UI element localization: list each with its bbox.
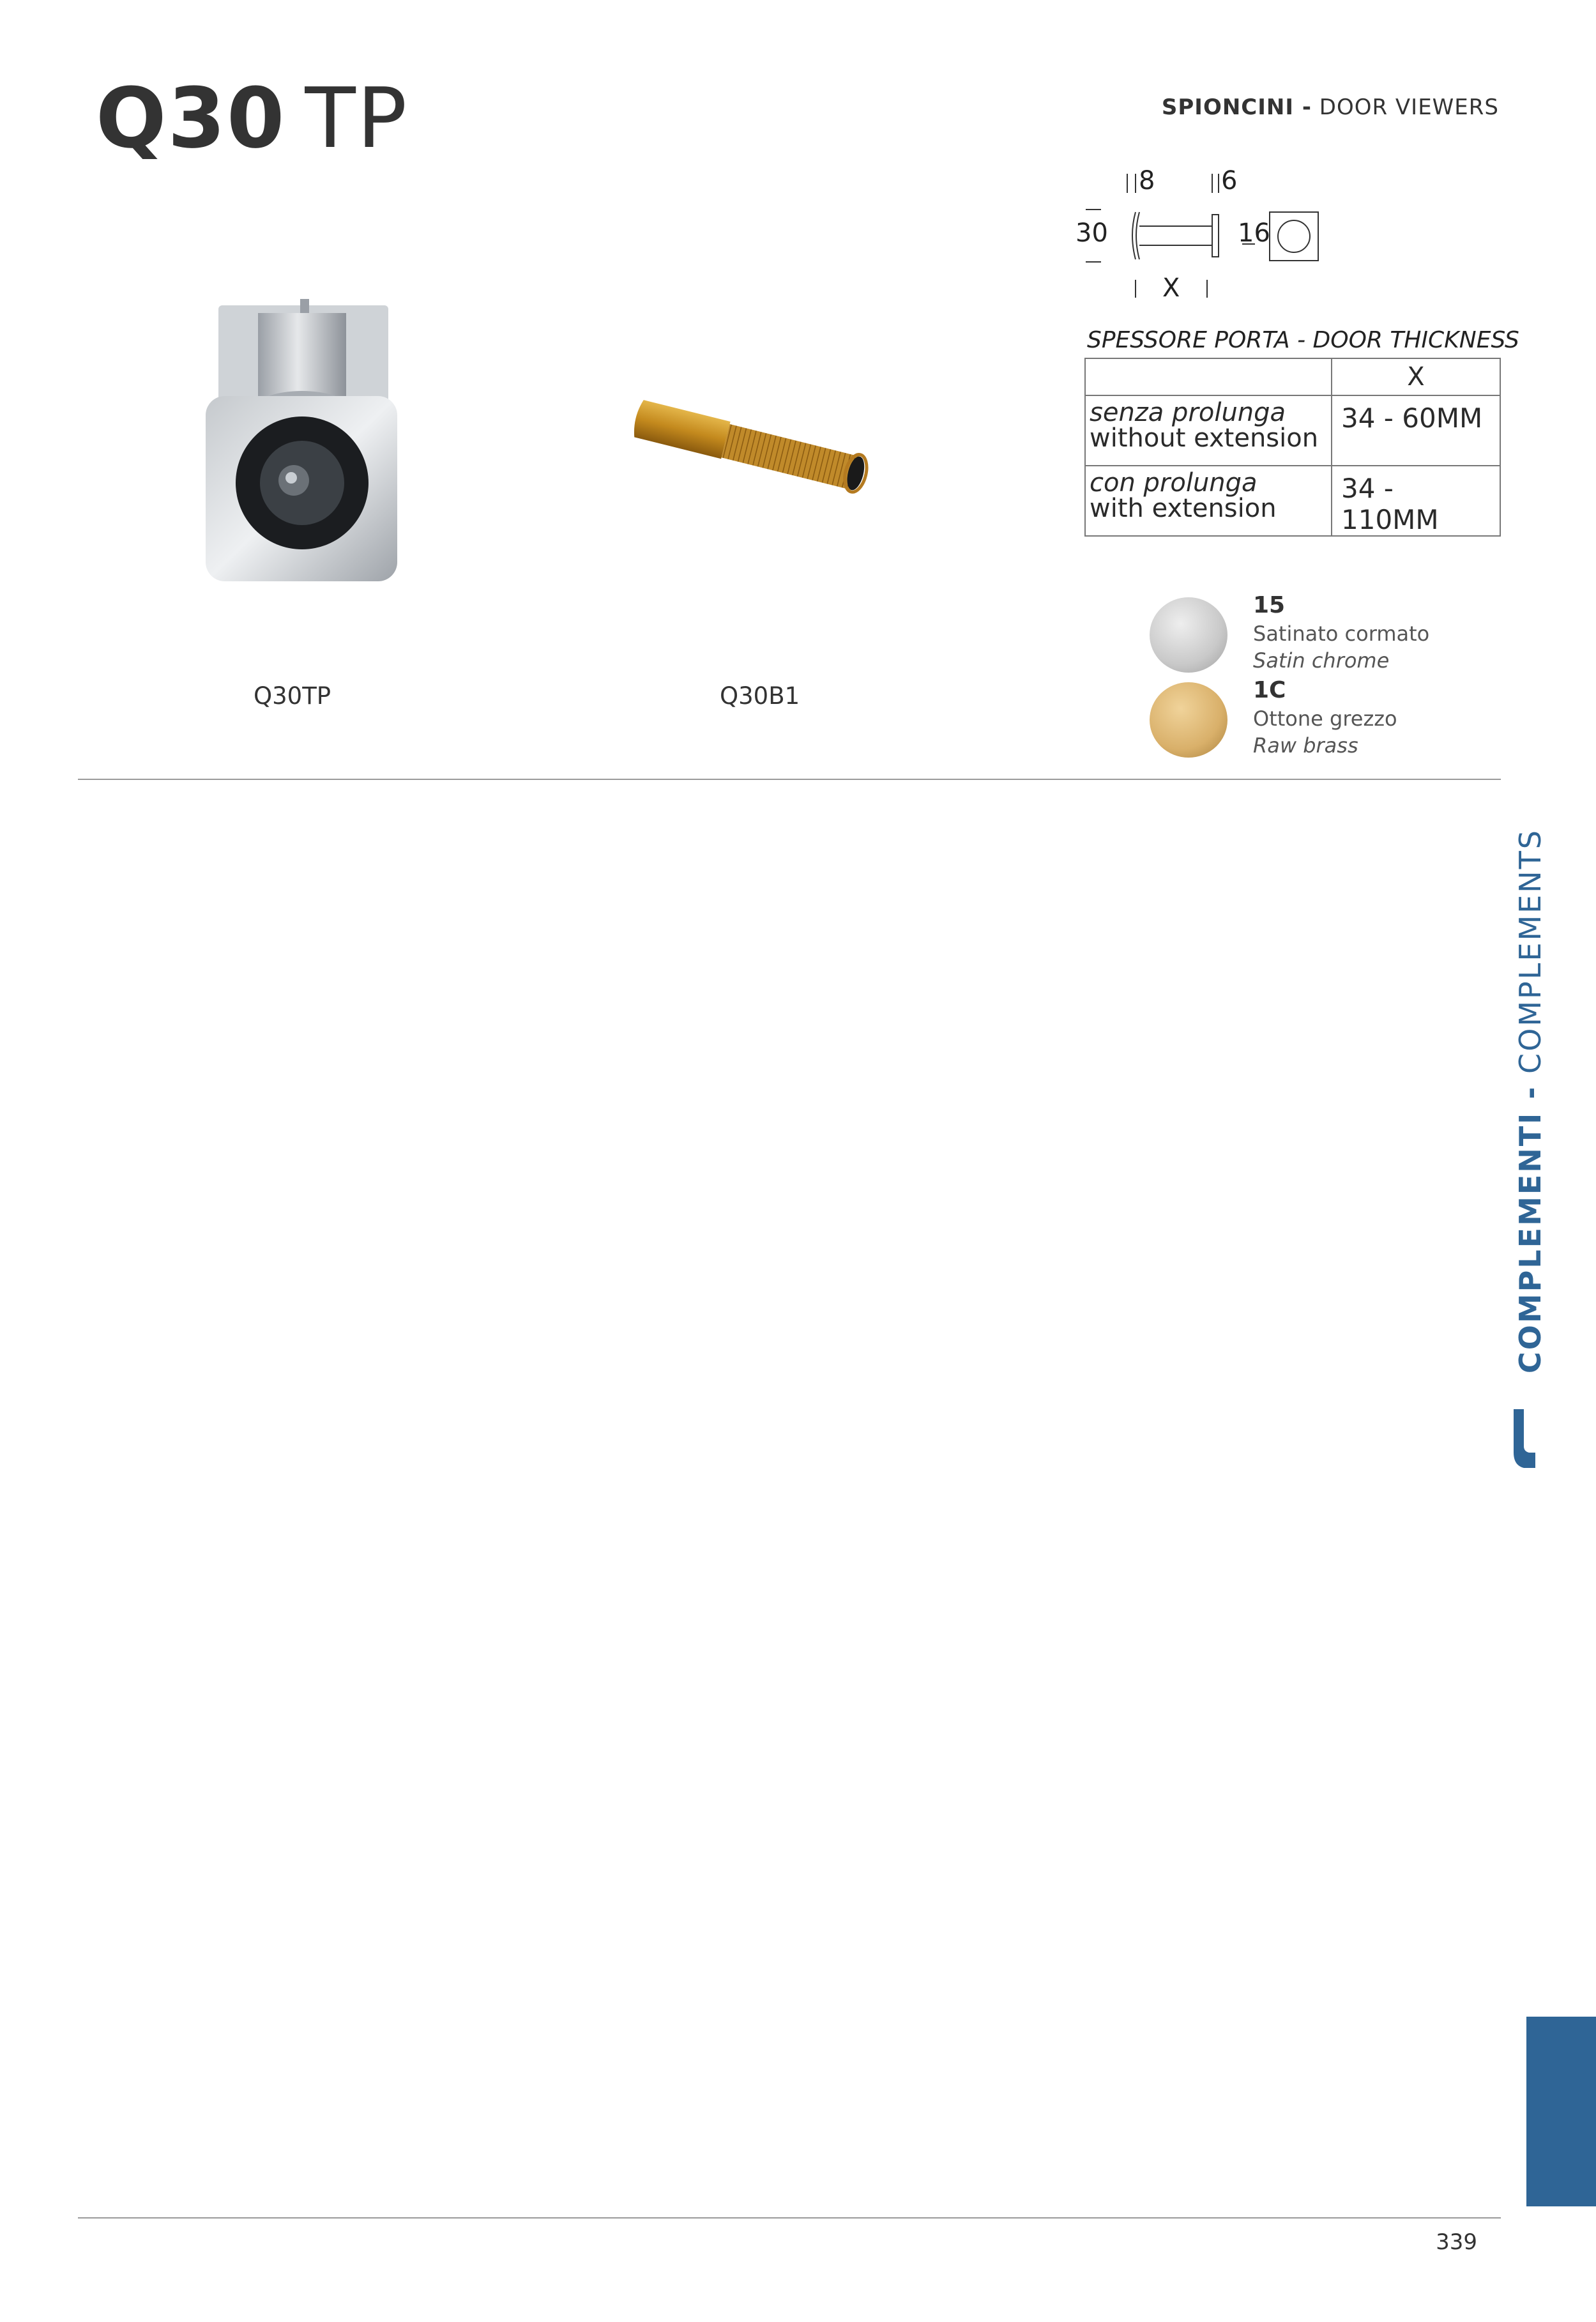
finish-name-it: Satinato cormato xyxy=(1253,622,1430,646)
page-number: 339 xyxy=(1436,2229,1477,2255)
section-divider xyxy=(78,779,1501,780)
dim-flange: 8 xyxy=(1139,166,1155,195)
thickness-table xyxy=(1084,358,1501,537)
page-title xyxy=(96,70,409,167)
footer-divider xyxy=(78,2217,1501,2219)
row-label xyxy=(1085,395,1332,466)
dim-diameter: 16 xyxy=(1238,218,1270,248)
dim-tail: 6 xyxy=(1221,166,1238,195)
table-header-empty xyxy=(1085,358,1332,395)
thickness-title: SPESSORE PORTA - DOOR THICKNESS xyxy=(1087,327,1519,353)
product-image-q30tp xyxy=(198,294,402,588)
table-row xyxy=(1085,395,1500,466)
finish-item xyxy=(1150,677,1405,765)
finish-swatch xyxy=(1150,597,1227,673)
table-header-row xyxy=(1085,358,1500,395)
sidebar-bold: COMPLEMENTI - xyxy=(1513,1085,1547,1373)
row-label xyxy=(1085,466,1332,536)
table-header-x: X xyxy=(1332,358,1500,395)
product-label-q30b1: Q30B1 xyxy=(720,682,800,710)
finish-item xyxy=(1150,592,1430,680)
row-label-en: with extension xyxy=(1090,494,1277,523)
finish-code: 1C xyxy=(1253,677,1286,703)
title-suffix: TP xyxy=(305,70,409,167)
product-label-q30tp: Q30TP xyxy=(254,682,331,710)
dim-length: X xyxy=(1162,273,1180,303)
finish-swatch xyxy=(1150,682,1227,758)
row-value: 34 - 60MM xyxy=(1332,395,1500,466)
finish-name-en: Satin chrome xyxy=(1253,648,1390,673)
product-image-q30b1 xyxy=(629,383,878,511)
finish-name-it: Ottone grezzo xyxy=(1253,707,1397,731)
row-label-it: con prolunga xyxy=(1090,468,1258,498)
viewer-profile-drawing xyxy=(1073,166,1354,313)
category-heading xyxy=(1162,95,1499,120)
category-bold: SPIONCINI - xyxy=(1161,95,1312,120)
finish-code: 15 xyxy=(1253,592,1286,618)
row-label-it: senza prolunga xyxy=(1090,398,1286,427)
category-rest: DOOR VIEWERS xyxy=(1319,95,1499,120)
table-row xyxy=(1085,466,1500,536)
dim-height: 30 xyxy=(1075,218,1108,248)
section-tab xyxy=(1526,2017,1596,2206)
sidebar-rest: COMPLEMENTS xyxy=(1513,829,1547,1074)
dimension-drawing xyxy=(1073,166,1354,313)
row-label-en: without extension xyxy=(1090,424,1319,453)
brand-mark-icon xyxy=(1511,1407,1537,1470)
title-code: Q30 xyxy=(96,70,286,167)
sidebar-section-label xyxy=(1513,829,1547,1373)
finish-name-en: Raw brass xyxy=(1253,733,1358,758)
row-value: 34 - 110MM xyxy=(1332,466,1500,536)
